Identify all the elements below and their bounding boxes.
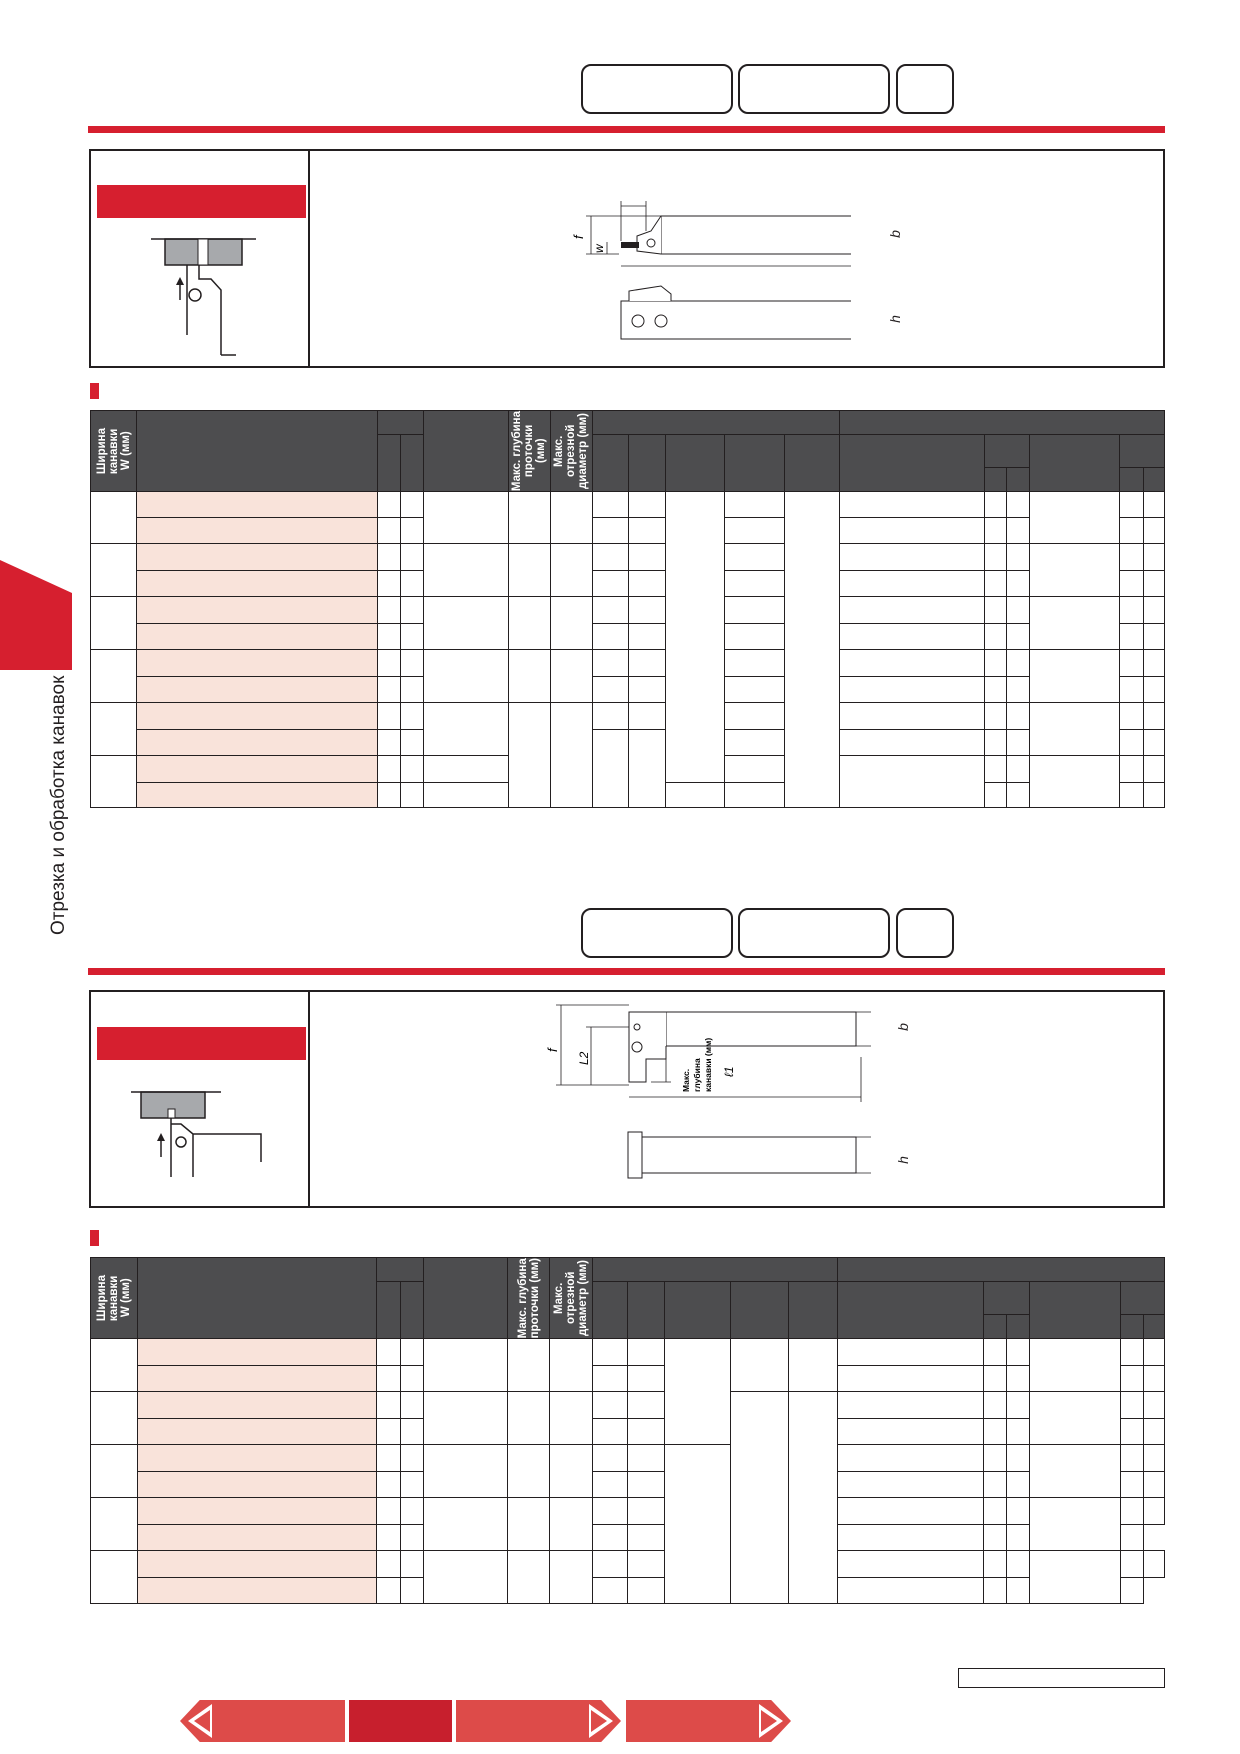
tool-illustration-panel-1	[89, 149, 1165, 368]
nav-home-button[interactable]	[349, 1700, 452, 1742]
col-groove-width: Ширина канавки W (мм)	[91, 411, 137, 492]
tab-blank-3[interactable]	[896, 64, 954, 114]
side-category-label: Отрезка и обработка канавок	[48, 675, 69, 935]
depth-note-1: Макс.	[681, 1068, 691, 1092]
page-code-box	[958, 1668, 1165, 1688]
tab-blank-6[interactable]	[896, 908, 954, 958]
col-max-depth-2: Макс. глубина проточки (мм)	[507, 1258, 550, 1339]
tab-blank-4[interactable]	[581, 908, 733, 958]
section-1-rule	[88, 126, 1165, 133]
col-designation	[137, 411, 377, 492]
application-diagram-2	[131, 1087, 291, 1197]
tab-blank-2[interactable]	[738, 64, 890, 114]
tab-blank-5[interactable]	[738, 908, 890, 958]
dim-b-1: b	[886, 230, 903, 238]
section-1-marker	[90, 383, 99, 399]
tab-blank-1[interactable]	[581, 64, 733, 114]
dim-f: f	[571, 235, 586, 239]
application-diagram-1	[151, 235, 281, 365]
col-max-diameter-2: Макс. отрезной диаметр (мм)	[550, 1258, 593, 1339]
section-2-rule	[88, 968, 1165, 975]
nav-prev-button[interactable]	[180, 1700, 345, 1742]
chevron-right-icon	[626, 1700, 791, 1742]
depth-note-3: канавки (мм)	[703, 1037, 713, 1092]
dim-f-2: f	[545, 1048, 560, 1052]
dim-w: w	[592, 244, 606, 253]
tool-drawing-2	[511, 997, 871, 1197]
spec-table-1	[90, 410, 1165, 808]
nav-next-button[interactable]	[456, 1700, 621, 1742]
spec-table-2	[90, 1257, 1165, 1604]
dim-b-2: b	[894, 1023, 911, 1031]
dim-l2: L2	[577, 1051, 591, 1065]
chevron-right-icon	[456, 1700, 621, 1742]
panel-2-title-bar	[97, 1027, 306, 1060]
col-max-diameter: Макс. отрезной диаметр (мм)	[550, 411, 592, 492]
dim-h-1: h	[886, 315, 903, 323]
panel-1-title-bar	[97, 185, 306, 218]
section-2-marker	[90, 1230, 99, 1246]
side-category-tab[interactable]	[0, 560, 72, 670]
tool-drawing-1	[521, 191, 851, 361]
tool-illustration-panel-2	[89, 990, 1165, 1208]
nav-forward-button[interactable]	[626, 1700, 791, 1742]
col-max-depth: Макс. глубина проточки (мм)	[509, 411, 550, 492]
col-groove-width-2: Ширина канавки W (мм)	[91, 1258, 138, 1339]
dim-l1: ℓ1	[722, 1066, 736, 1077]
dim-h-2: h	[894, 1156, 911, 1164]
depth-note-2: глубина	[692, 1058, 702, 1092]
chevron-left-icon	[180, 1700, 345, 1742]
